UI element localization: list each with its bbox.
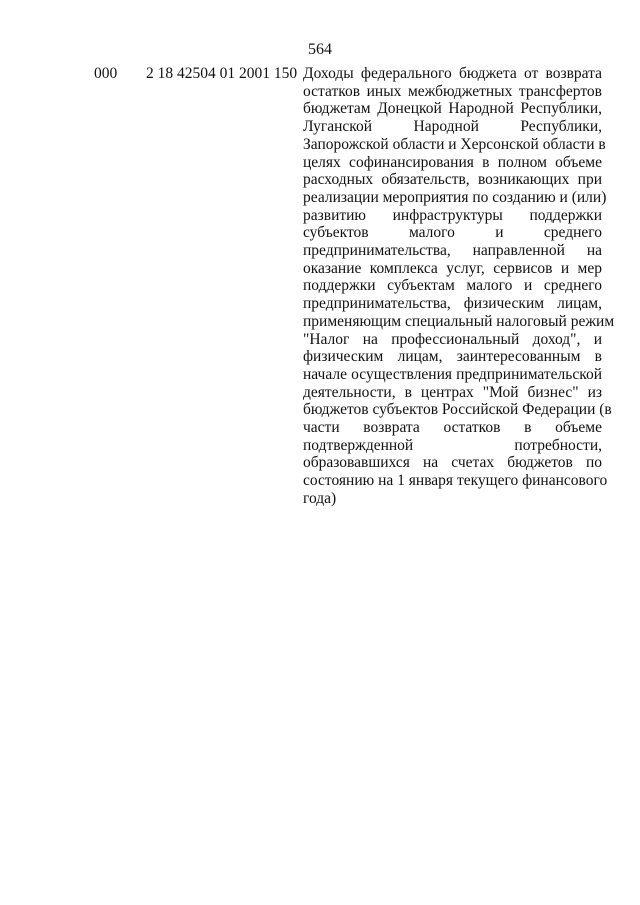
description-line: "Налог на профессиональный доход", и [303, 330, 602, 348]
description-line: Доходы федерального бюджета от возврата [303, 65, 602, 82]
description-line: предпринимательства, направленной на [303, 242, 602, 260]
description-line: реализации мероприятия по созданию и (или) [303, 188, 607, 206]
description-line: Луганской Народной Республики, [303, 118, 602, 136]
description-line: начале осуществления предпринимательской [303, 365, 602, 383]
description-line: целях софинансирования в полном объеме [303, 153, 602, 171]
description-line: подтвержденной потребности, [303, 436, 602, 454]
description-line: развитию инфраструктуры поддержки [303, 206, 602, 224]
description-line: предпринимательства, физическим лицам, [303, 295, 602, 313]
description-line: части возврата остатков в объеме [303, 419, 602, 437]
description-line: расходных обязательств, возникающих при [303, 171, 602, 189]
description-line: применяющим специальный налоговый режим [303, 312, 615, 330]
description-line: бюджетов субъектов Российской Федерации (в [303, 401, 612, 419]
description-line: физическим лицам, заинтересованным в [303, 348, 602, 366]
description-line: оказание комплекса услуг, сервисов и мер [303, 259, 602, 277]
description-line: субъектов малого и среднего [303, 224, 602, 242]
admin-code: 000 [94, 65, 118, 82]
description-line: поддержки субъектам малого и среднего [303, 277, 602, 295]
page-number: 564 [308, 41, 332, 58]
description-line: Запорожской области и Херсонской области в [303, 135, 606, 153]
description-line: бюджетам Донецкой Народной Республики, [303, 100, 602, 118]
classification-code: 2 18 42504 01 2001 150 [146, 65, 298, 82]
description-line: состоянию на 1 января текущего финансового [303, 472, 608, 490]
description-line: деятельности, в центрах "Мой бизнес" из [303, 383, 602, 401]
description-line: образовавшихся на счетах бюджетов по [303, 454, 602, 472]
income-description [303, 65, 615, 508]
description-line: остатков иных межбюджетных трансфертов [303, 82, 602, 100]
description-line: года) [303, 489, 337, 507]
